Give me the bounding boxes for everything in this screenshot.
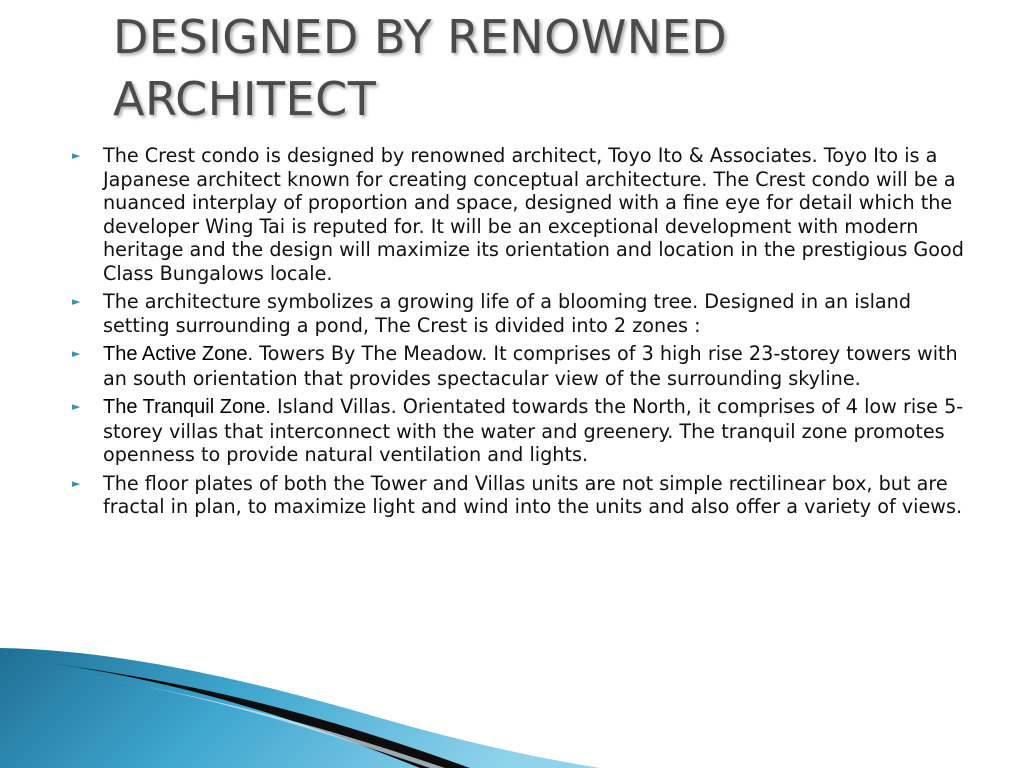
triangle-right-icon: ► xyxy=(72,347,81,360)
triangle-right-icon: ► xyxy=(72,149,81,162)
bullet-item-active-zone xyxy=(72,342,972,390)
triangle-right-icon: ► xyxy=(72,295,81,308)
triangle-right-icon: ► xyxy=(72,400,81,413)
bullet-text: Island Villas. Orientated towards the North, it comprises of 4 low rise 5-storey villas that interconnect with the water and greenery. The tranquil zone promotes openness to provide natural ventilation and lights. xyxy=(103,395,964,466)
bullet-item-architect xyxy=(72,144,972,285)
triangle-right-icon: ► xyxy=(72,476,81,490)
bullet-text: Towers By The Meadow. It comprises of 3 high rise 23-storey towers with an south orientation that provides spectacular view of the surrounding skyline. xyxy=(103,342,958,390)
slide-title xyxy=(113,6,993,130)
active-zone-label: The Active Zone. xyxy=(103,343,254,365)
bullet-text: The Crest condo is designed by renowned architect, Toyo Ito & Associates. Toyo Ito is a Japanese architect known for creating conceptual architecture. The Crest condo will be a nuanced interplay of proportion and space, designed with a fine eye for detail which the developer Wing Tai is reputed for. It will be an exceptional development with modern heritage and the design will maximize its orientation and location in the prestigious Good Class Bungalows locale. xyxy=(103,144,964,285)
tranquil-zone-label: The Tranquil Zone. xyxy=(103,396,271,418)
bullet-item-tranquil-zone xyxy=(72,395,972,467)
bullet-list xyxy=(72,144,972,524)
bullet-item-floor-plates xyxy=(72,472,972,519)
slide-title-line-1: DESIGNED BY RENOWNED xyxy=(113,10,728,64)
bullet-text: The floor plates of both the Tower and Villas units are not simple rectilinear box, but are fractal in plan, to maximize light and wind into the units and also offer a variety of views. xyxy=(103,471,963,518)
bullet-text: The architecture symbolizes a growing life of a blooming tree. Designed in an island setting surrounding a pond, The Crest is divided into 2 zones : xyxy=(103,290,912,337)
bullet-item-architecture xyxy=(72,290,972,337)
slide-title-line-2: ARCHITECT xyxy=(113,72,377,126)
